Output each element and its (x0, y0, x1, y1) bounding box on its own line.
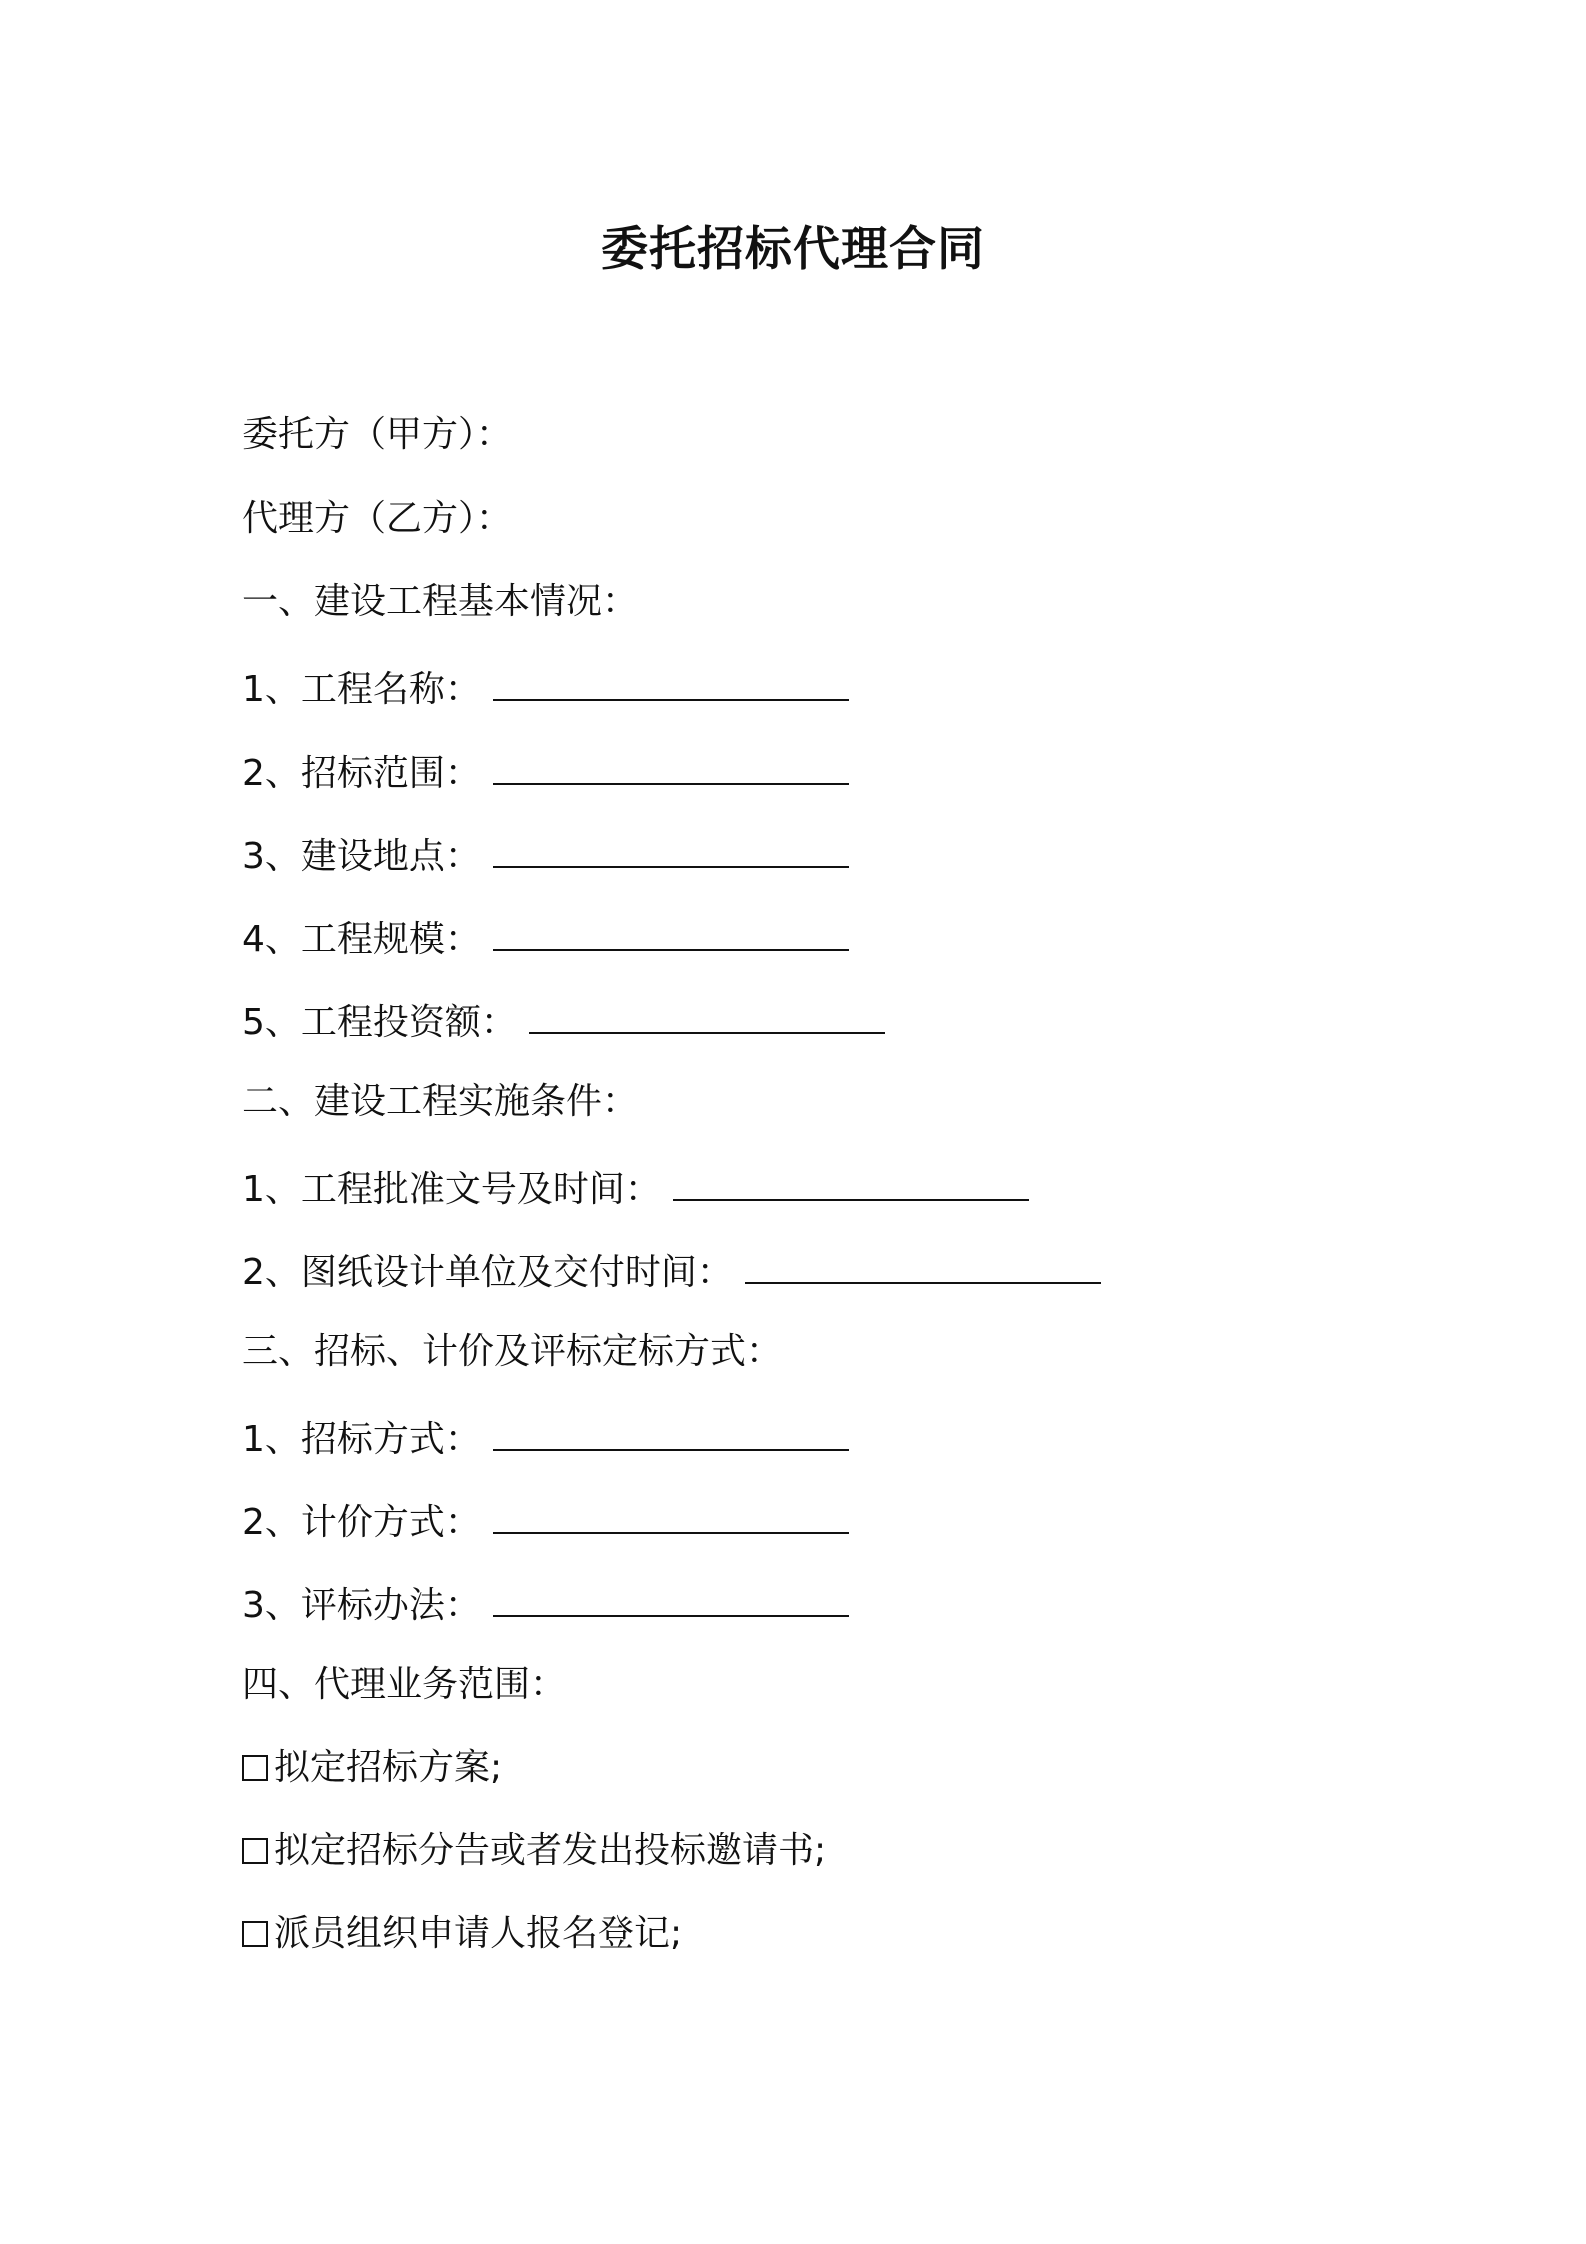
scope-item-label: 拟定招标方案; (274, 1747, 503, 1788)
site-location-row (242, 835, 849, 878)
checkbox[interactable] (242, 1755, 268, 1781)
checkbox[interactable] (242, 1838, 268, 1864)
section2-heading: 二、建设工程实施条件： (242, 1081, 639, 1122)
design-unit-label: 2、图纸设计单位及交付时间： (242, 1252, 733, 1293)
pricing-method-blank[interactable] (493, 1502, 849, 1534)
section3-heading: 三、招标、计价及评标定标方式： (242, 1331, 783, 1372)
scope-item-tender-plan (242, 1746, 502, 1789)
investment-amount-row (242, 1001, 885, 1044)
evaluation-method-label: 3、评标办法： (242, 1585, 481, 1626)
pricing-method-row (242, 1501, 849, 1544)
site-location-blank[interactable] (493, 836, 849, 868)
project-scale-blank[interactable] (493, 919, 849, 951)
approval-number-blank[interactable] (673, 1169, 1029, 1201)
tender-method-row (242, 1418, 849, 1461)
tender-method-blank[interactable] (493, 1419, 849, 1451)
investment-amount-blank[interactable] (529, 1002, 885, 1034)
evaluation-method-row (242, 1584, 849, 1627)
client-party-label: 委托方（甲方）： (242, 414, 513, 455)
tender-scope-row (242, 752, 849, 795)
document-title: 委托招标代理合同 (601, 222, 985, 277)
design-unit-blank[interactable] (745, 1252, 1101, 1284)
scope-item-label: 拟定招标分告或者发出投标邀请书; (274, 1830, 827, 1871)
project-name-label: 1、工程名称： (242, 669, 481, 710)
project-name-row (242, 668, 849, 711)
checkbox[interactable] (242, 1921, 268, 1947)
project-scale-label: 4、工程规模： (242, 919, 481, 960)
section1-heading: 一、建设工程基本情况： (242, 581, 639, 622)
agent-party-label: 代理方（乙方）： (242, 498, 513, 539)
project-name-blank[interactable] (493, 669, 849, 701)
approval-number-label: 1、工程批准文号及时间： (242, 1169, 661, 1210)
scope-item-registration (242, 1912, 682, 1955)
tender-method-label: 1、招标方式： (242, 1419, 481, 1460)
project-scale-row (242, 918, 849, 961)
site-location-label: 3、建设地点： (242, 836, 481, 877)
scope-item-tender-notice (242, 1829, 826, 1872)
tender-scope-blank[interactable] (493, 753, 849, 785)
approval-number-row (242, 1168, 1029, 1211)
tender-scope-label: 2、招标范围： (242, 753, 481, 794)
scope-item-label: 派员组织申请人报名登记; (274, 1913, 683, 1954)
evaluation-method-blank[interactable] (493, 1585, 849, 1617)
design-unit-row (242, 1251, 1101, 1294)
section4-heading: 四、代理业务范围： (242, 1664, 567, 1705)
investment-amount-label: 5、工程投资额： (242, 1002, 517, 1043)
pricing-method-label: 2、计价方式： (242, 1502, 481, 1543)
